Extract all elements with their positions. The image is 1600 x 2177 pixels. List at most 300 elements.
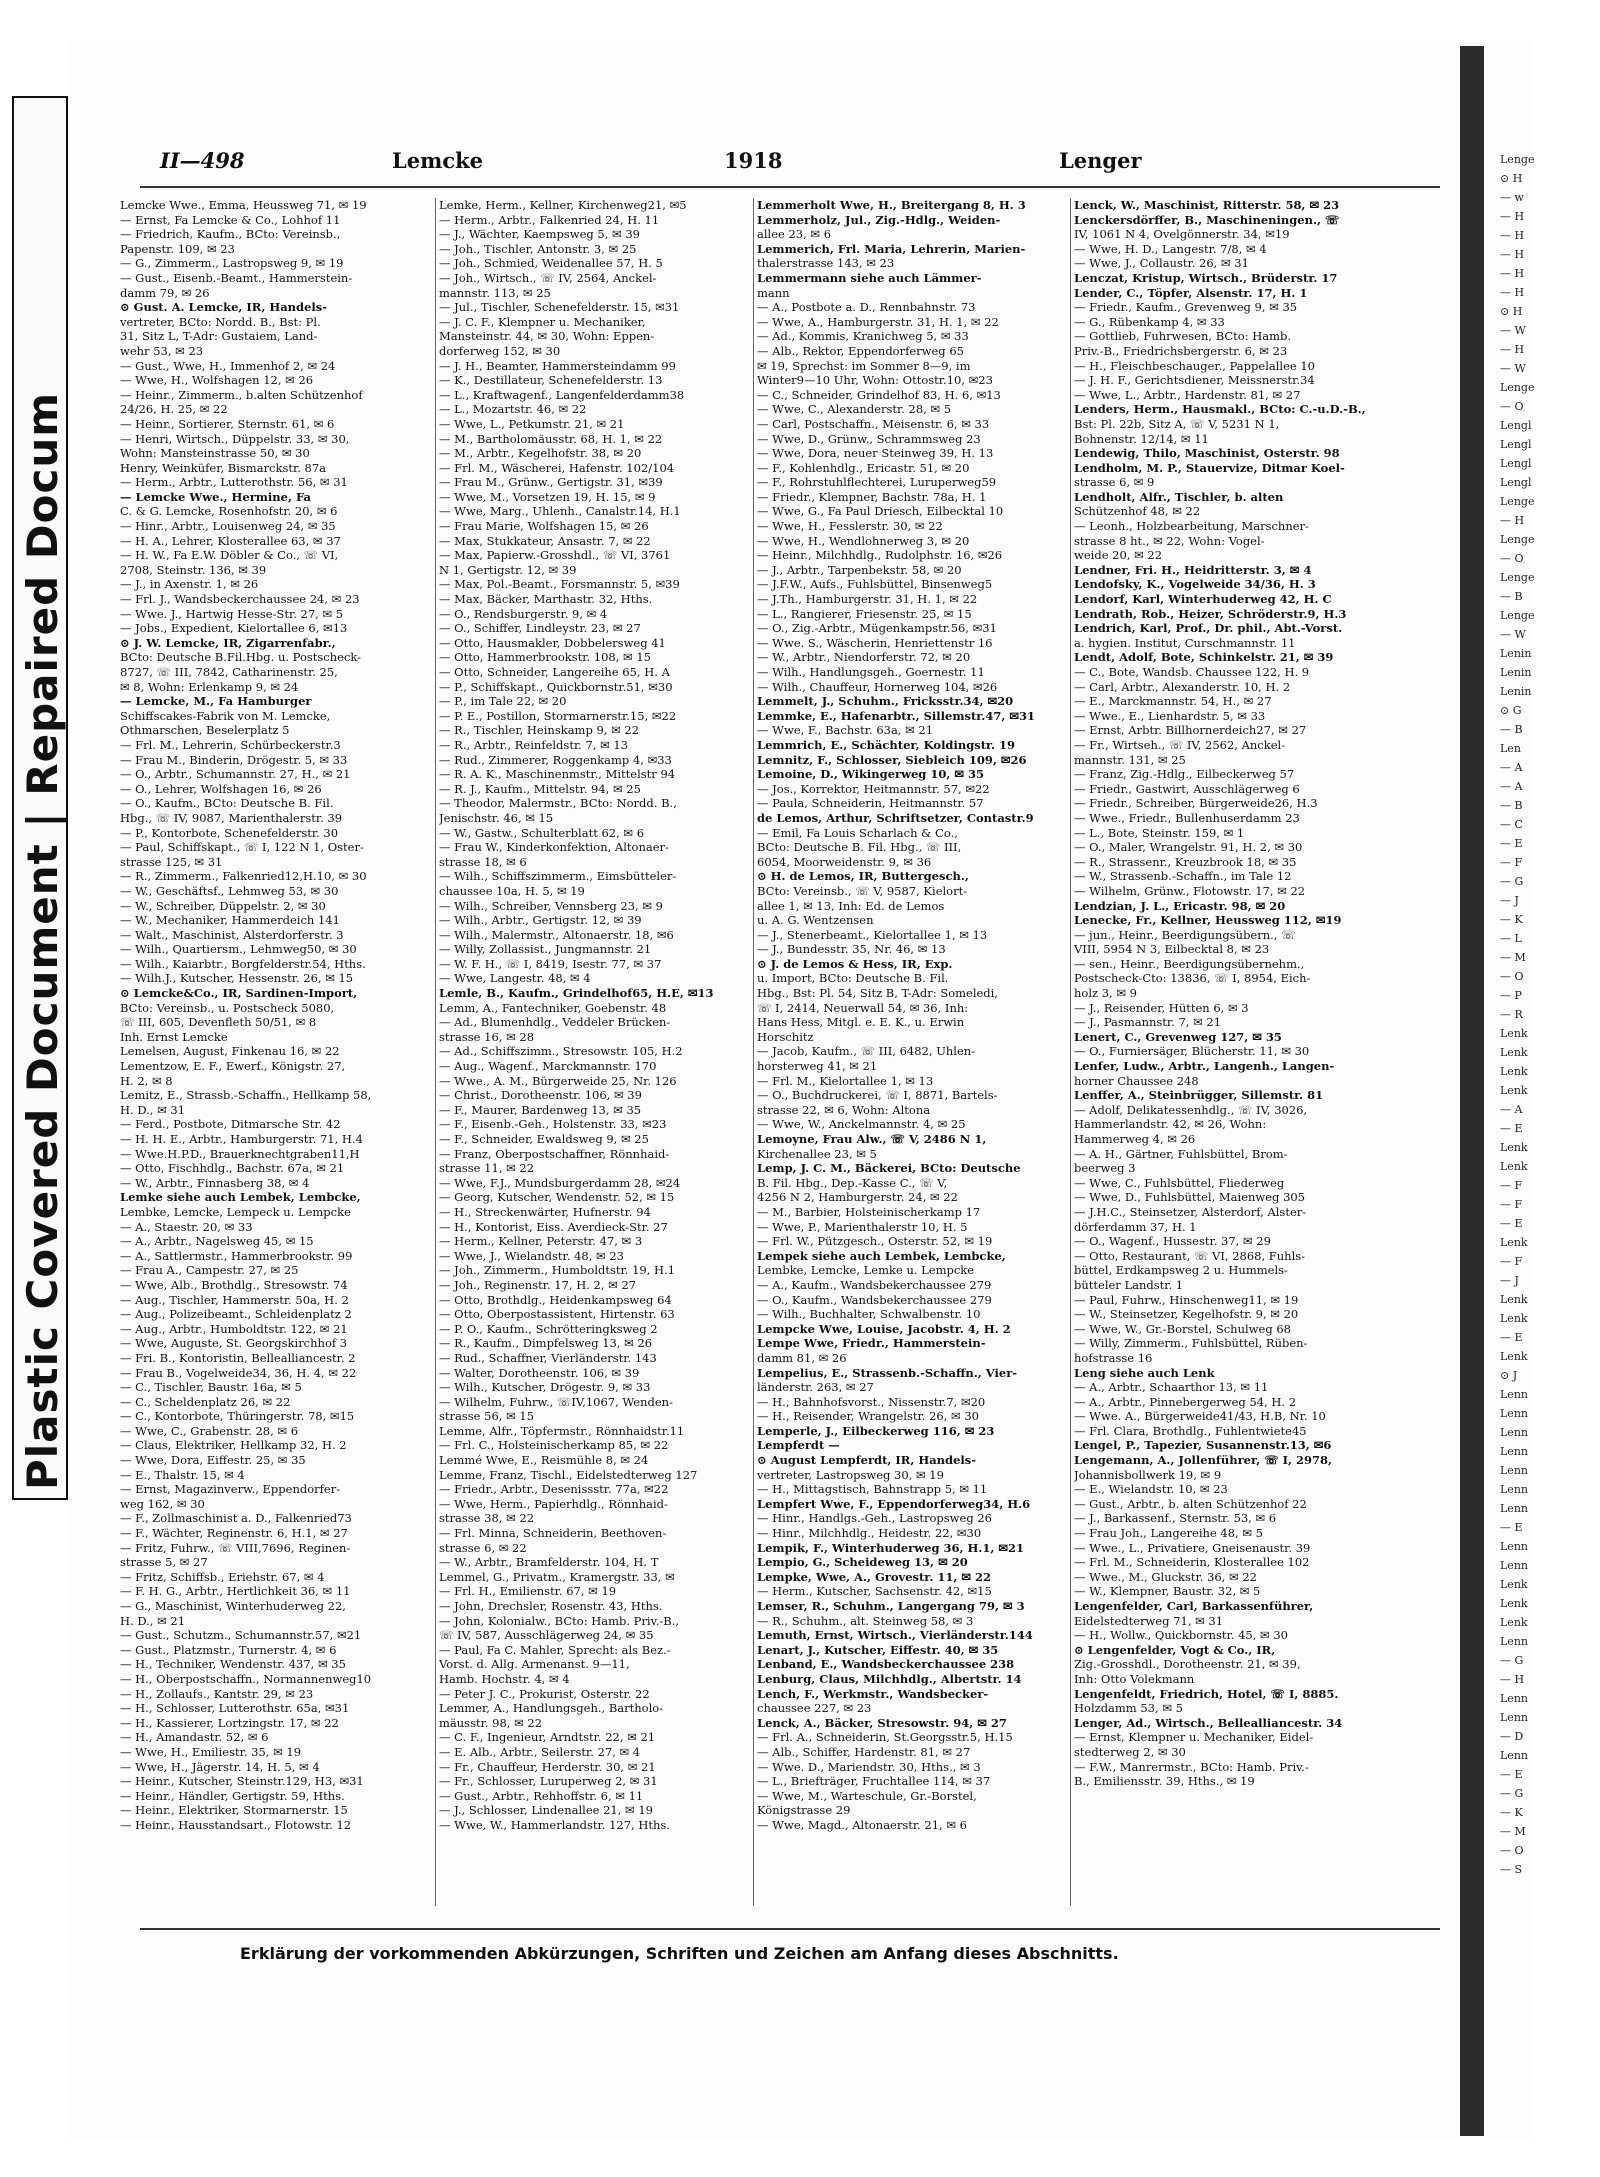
directory-entry: BCto: Vereinsb., ☏ V, 9587, Kielort-: [757, 883, 968, 898]
directory-entry: Lenert, C., Grevenweg 127, ✉ 35: [1074, 1029, 1282, 1044]
directory-entry: — Gust., Platzmstr., Turnerstr. 4, ✉ 6: [120, 1642, 337, 1657]
directory-entry: — Frau Marie, Wolfshagen 15, ✉ 26: [439, 519, 649, 534]
directory-entry: — W. F. H., ☏ I, 8419, Isestr. 77, ✉ 37: [439, 956, 662, 971]
directory-entry: Wohn: Mansteinstrasse 50, ✉ 30: [120, 446, 310, 461]
directory-entry: — J., Wächter, Kaempsweg 5, ✉ 39: [439, 227, 640, 242]
directory-entry: — Friedr., Kaufm., Grevenweg 9, ✉ 35: [1074, 300, 1298, 315]
directory-entry: — Paula, Schneiderin, Heitmannstr. 57: [757, 796, 984, 811]
sliver-line: — P: [1500, 989, 1522, 1002]
directory-entry: — Wwe, Marg., Uhlenh., Canalstr.14, H.1: [439, 504, 681, 519]
directory-entry: — P. E., Postillon, Stormarnerstr.15, ✉22: [439, 708, 677, 723]
directory-entry: Lenband, E., Wandsbeckerchaussee 238: [757, 1657, 1015, 1672]
directory-entry: — Heinr., Händler, Gertigstr. 59, Hths.: [120, 1788, 345, 1803]
directory-entry: — Wilh., Chauffeur, Hornerweg 104, ✉26: [757, 679, 998, 694]
directory-entry: Lembke, Lemcke, Lemke u. Lempcke: [757, 1263, 975, 1278]
directory-entry: — R., Arbtr., Reinfeldstr. 7, ✉ 13: [439, 737, 629, 752]
directory-entry: Lemm, A., Fantechniker, Goebenstr. 48: [439, 1000, 667, 1015]
directory-entry: — R., Kaufm., Dimpfelsweg 13, ✉ 26: [439, 1336, 653, 1351]
directory-entry: — L., Bote, Steinstr. 159, ✉ 1: [1074, 825, 1245, 840]
directory-entry: Königstrasse 29: [757, 1803, 851, 1818]
directory-entry: dorferweg 152, ✉ 30: [439, 343, 561, 358]
sliver-line: — H: [1500, 267, 1525, 280]
sliver-line: ⊙ H: [1500, 305, 1523, 318]
directory-entry: — Willy, Zimmerm., Fuhlsbüttel, Rüben-: [1074, 1336, 1308, 1351]
sliver-line: Lenn: [1500, 1692, 1528, 1705]
directory-entry: — H., Streckenwärter, Hufnerstr. 94: [439, 1204, 651, 1219]
sliver-line: — w: [1500, 191, 1524, 204]
directory-entry: — Lemcke Wwe., Hermine, Fa: [120, 489, 311, 504]
directory-entry: — Wwe, Dora, neuer Steinweg 39, H. 13: [757, 446, 994, 461]
sliver-line: — F: [1500, 1179, 1523, 1192]
directory-entry: — H., Zollaufs., Kantstr. 29, ✉ 23: [120, 1686, 314, 1701]
directory-entry: — O., Furniersäger, Blücherstr. 11, ✉ 30: [1074, 1044, 1310, 1059]
sliver-line: — M: [1500, 1825, 1526, 1838]
directory-entry: — Wwe, A., Hamburgerstr. 31, H. 1, ✉ 22: [757, 314, 999, 329]
sliver-line: — H: [1500, 514, 1525, 527]
sliver-line: Lenk: [1500, 1160, 1528, 1173]
directory-entry: — F., Zollmaschinist a. D., Falkenried73: [120, 1511, 352, 1526]
page-gutter-shadow: [1460, 46, 1484, 2136]
directory-entry: — Jul., Tischler, Schenefelderstr. 15, ✉31: [439, 300, 680, 315]
directory-entry: chaussee 10a, H. 5, ✉ 19: [439, 883, 585, 898]
directory-entry: — Jobs., Expedient, Kielortallee 6, ✉13: [120, 621, 348, 636]
directory-entry: Lendorf, Karl, Winterhuderweg 42, H. C: [1074, 592, 1332, 607]
directory-entry: — Gust., Eisenb.-Beamt., Hammerstein-: [120, 270, 353, 285]
directory-entry: — Joh., Schmied, Weidenallee 57, H. 5: [439, 256, 663, 271]
sliver-line: Lenn: [1500, 1711, 1528, 1724]
directory-entry: Lempfert Wwe, F., Eppendorferweg34, H.6: [757, 1496, 1031, 1511]
directory-entry: — E. Alb., Arbtr., Seilerstr. 27, ✉ 4: [439, 1744, 641, 1759]
sliver-line: Lenk: [1500, 1141, 1528, 1154]
footer-note: Erklärung der vorkommenden Abkürzungen, Schriften und Zeichen am Anfang dieses Abschnitts.: [240, 1944, 1119, 1963]
directory-entry: — Wwe., E., Lienhardstr. 5, ✉ 33: [1074, 708, 1266, 723]
directory-entry: weg 162, ✉ 30: [120, 1496, 205, 1511]
directory-entry: — Hinr., Handlgs.-Geh., Lastropsweg 26: [757, 1511, 992, 1526]
directory-entry: — Wwe., M., Gluckstr. 36, ✉ 22: [1074, 1569, 1257, 1584]
directory-entry: — Wwe, H., Emiliestr. 35, ✉ 19: [120, 1744, 302, 1759]
directory-entry: Lendrath, Rob., Heizer, Schröderstr.9, H.3: [1074, 606, 1347, 621]
directory-entry: — Ad., Schiffszimm., Stresowstr. 105, H.2: [439, 1044, 683, 1059]
directory-entry: — H., Mittagstisch, Bahnstrapp 5, ✉ 11: [757, 1482, 988, 1497]
directory-entry: Lenfer, Ludw., Arbtr., Langenh., Langen-: [1074, 1059, 1335, 1074]
directory-entry: — C., Schneider, Grindelhof 83, H. 6, ✉13: [757, 387, 1001, 402]
directory-entry: — O., Zig.-Arbtr., Mügenkampstr.56, ✉31: [757, 621, 997, 636]
directory-entry: Othmarschen, Beselerplatz 5: [120, 723, 290, 738]
directory-entry: — Otto, Restaurant, ☏ VI, 2868, Fuhls-: [1074, 1248, 1306, 1263]
directory-entry: — Ernst, Fa Lemcke & Co., Lohhof 11: [120, 212, 341, 227]
directory-entry: strasse 8 ht., ✉ 22, Wohn: Vogel-: [1074, 533, 1265, 548]
sliver-line: Lengl: [1500, 457, 1532, 470]
directory-entry: — P., Kontorbote, Schenefelderstr. 30: [120, 825, 339, 840]
directory-entry: Lementzow, E. F., Ewerf., Königstr. 27,: [120, 1059, 346, 1074]
directory-entry: Lempferdt —: [757, 1438, 840, 1453]
directory-entry: a. hygien. Institut, Curschmannstr. 11: [1074, 635, 1296, 650]
directory-entry: — H., Techniker, Wendenstr. 437, ✉ 35: [120, 1657, 346, 1672]
next-page-sliver: [1500, 150, 1600, 2000]
directory-entry: — Wwe, D., Fuhlsbüttel, Maienweg 305: [1074, 1190, 1306, 1205]
directory-entry: u. A. G. Wentzensen: [757, 913, 874, 928]
sliver-line: — H: [1500, 248, 1525, 261]
directory-entry: Lemme, Alfr., Töpfermstr., Rönnhaidstr.11: [439, 1423, 685, 1438]
directory-entry: — Ernst, Arbtr. Billhornerdeich27, ✉ 27: [1074, 723, 1307, 738]
directory-entry: Lendzian, J. L., Ericastr. 98, ✉ 20: [1074, 898, 1286, 913]
directory-entry: — O., Arbtr., Schumannstr. 27, H., ✉ 21: [120, 767, 351, 782]
directory-entry: — R. A. K., Maschinenmstr., Mittelstr 94: [439, 767, 676, 782]
directory-entry: — Walt., Maschinist, Alsterdorferstr. 3: [120, 927, 344, 942]
sliver-line: Lenge: [1500, 571, 1535, 584]
directory-entry: — G., Zimmerm., Lastropsweg 9, ✉ 19: [120, 256, 344, 271]
sliver-line: ⊙ H: [1500, 172, 1523, 185]
directory-entry: — John, Kolonialw., BCto: Hamb. Priv.-B.,: [439, 1613, 680, 1628]
directory-entry: — Rud., Schaffner, Vierländerstr. 143: [439, 1350, 657, 1365]
directory-entry: Lembke, Lemcke, Lempeck u. Lempcke: [120, 1204, 351, 1219]
directory-entry: Eidelstedterweg 71, ✉ 31: [1074, 1613, 1224, 1628]
directory-entry: — Fritz, Fuhrw., ☏ VIII,7696, Reginen-: [120, 1540, 351, 1555]
directory-entry: — G., Rübenkamp 4, ✉ 33: [1074, 314, 1225, 329]
directory-entry: — A., Sattlermstr., Hammerbrookstr. 99: [120, 1248, 353, 1263]
directory-entry: — Friedr., Klempner, Bachstr. 78a, H. 1: [757, 489, 987, 504]
directory-entry: C. & G. Lemcke, Rosenhofstr. 20, ✉ 6: [120, 504, 338, 519]
directory-entry: — Wwe. S., Wäscherin, Henriettenstr 16: [757, 635, 993, 650]
directory-entry: — Heinr., Kutscher, Steinstr.129, H3, ✉31: [120, 1774, 364, 1789]
directory-entry: ⊙ Gust. A. Lemcke, IR, Handels-: [120, 300, 328, 315]
sliver-line: — E: [1500, 837, 1523, 850]
sliver-line: Lengl: [1500, 419, 1532, 432]
directory-entry: Lemser, R., Schuhm., Langergang 79, ✉ 3: [757, 1599, 1025, 1613]
directory-entry: — Gust., Schutzm., Schumannstr.57, ✉21: [120, 1628, 362, 1643]
directory-entry: — Frl. A., Schneiderin, St.Georgsstr.5, H.15: [757, 1730, 1013, 1745]
directory-entry: ⊙ August Lempferdt, IR, Handels-: [757, 1453, 977, 1468]
column-3: [753, 198, 1062, 1906]
sliver-line: — H: [1500, 229, 1525, 242]
sliver-line: — F: [1500, 856, 1523, 869]
sliver-line: — J: [1500, 1274, 1519, 1287]
directory-entry: — W., Schreiber, Düppelstr. 2, ✉ 30: [120, 898, 326, 913]
sliver-line: Lenin: [1500, 666, 1532, 679]
directory-entry: — Ernst, Magazinverw., Eppendorfer-: [120, 1482, 341, 1497]
directory-entry: — Wwe, H., Wendlohnerweg 3, ✉ 20: [757, 533, 970, 548]
directory-entry: — Rud., Zimmerer, Roggenkamp 4, ✉33: [439, 752, 672, 767]
sliver-line: Lenn: [1500, 1445, 1528, 1458]
directory-entry: Papenstr. 109, ✉ 23: [120, 241, 235, 256]
sliver-line: — K: [1500, 1806, 1523, 1819]
directory-entry: 2708, Steinstr. 136, ✉ 39: [120, 562, 267, 577]
directory-entry: vertreter, Lastropsweg 30, ✉ 19: [757, 1467, 944, 1482]
directory-entry: dörferdamm 37, H. 1: [1074, 1219, 1197, 1234]
footer-rule: [140, 1928, 1440, 1930]
directory-entry: — Wwe, H. D., Langestr. 7/8, ✉ 4: [1074, 241, 1267, 256]
directory-entry: Hammerlandstr. 42, ✉ 26, Wohn:: [1074, 1117, 1267, 1132]
directory-entry: — A., Staestr. 20, ✉ 33: [120, 1219, 253, 1234]
directory-entry: — Leonh., Holzbearbeitung, Marschner-: [1074, 519, 1309, 534]
sliver-line: — J: [1500, 894, 1519, 907]
directory-entry: — Friedrich, Kaufm., BCto: Vereinsb.,: [120, 227, 341, 242]
directory-entry: — A., Kaufm., Wandsbekerchaussee 279: [757, 1277, 992, 1292]
directory-entry: Lemoyne, Frau Alw., ☏ V, 2486 N 1,: [757, 1132, 987, 1146]
sliver-line: — H: [1500, 1673, 1525, 1686]
directory-entry: vertreter, BCto: Nordd. B., Bst: Pl.: [120, 314, 321, 329]
directory-entry: bütteler Landstr. 1: [1074, 1277, 1184, 1292]
directory-entry: — F.W., Manrermstr., BCto: Hamb. Priv.-: [1074, 1759, 1309, 1774]
directory-entry: — Max, Bäcker, Marthastr. 32, Hths.: [439, 592, 653, 607]
directory-entry: — Fritz, Schiffsb., Eriehstr. 67, ✉ 4: [120, 1569, 325, 1584]
directory-entry: damm 79, ✉ 26: [120, 285, 210, 300]
directory-entry: — Friedr., Arbtr., Desenissstr. 77a, ✉22: [439, 1482, 669, 1497]
directory-entry: — Heinr., Hausstandsart., Flotowstr. 12: [120, 1817, 352, 1832]
directory-entry: — Henri, Wirtsch., Düppelstr. 33, ✉ 30,: [120, 431, 350, 446]
sliver-line: Lenk: [1500, 1616, 1528, 1629]
directory-entry: — Frl. M., Lehrerin, Schürbeckerstr.3: [120, 737, 341, 752]
directory-entry: Lendholt, Alfr., Tischler, b. alten: [1074, 489, 1284, 504]
directory-entry: Lempcke Wwe, Louise, Jacobstr. 4, H. 2: [757, 1321, 1011, 1336]
directory-entry: Lemperle, J., Eilbeckerweg 116, ✉ 23: [757, 1423, 995, 1438]
sliver-line: — K: [1500, 913, 1523, 926]
directory-entry: — Friedr., Gastwirt, Ausschlägerweg 6: [1074, 781, 1300, 796]
directory-entry: 24/26, H. 25, ✉ 22: [120, 402, 228, 417]
directory-entry: — A., Postbote a. D., Rennbahnstr. 73: [757, 300, 976, 315]
sliver-line: Lengl: [1500, 476, 1532, 489]
directory-entry: — R. J., Kaufm., Mittelstr. 94, ✉ 25: [439, 781, 641, 796]
directory-entry: — Frl. C., Holsteinischerkamp 85, ✉ 22: [439, 1438, 669, 1453]
directory-entry: — Lemcke, M., Fa Hamburger: [120, 694, 312, 709]
directory-entry: Hans Hess, Mitgl. e. E. K., u. Erwin: [757, 1015, 965, 1030]
directory-entry: — Wwe, J., Wielandstr. 48, ✉ 23: [439, 1248, 624, 1263]
directory-entry: — J., Reisender, Hütten 6, ✉ 3: [1074, 1000, 1249, 1015]
directory-entry: — Fr., Wirtseh., ☏ IV, 2562, Anckel-: [1074, 737, 1286, 752]
directory-entry: — O., Lehrer, Wolfshagen 16, ✉ 26: [120, 781, 322, 796]
directory-entry: — Wwe, P., Marienthalerstr 10, H. 5: [757, 1219, 968, 1234]
directory-entry: Lemmel, G., Privatm., Kramergstr. 33, ✉: [439, 1569, 675, 1584]
directory-entry: Lempio, G., Scheideweg 13, ✉ 20: [757, 1555, 968, 1570]
directory-entry: weide 20, ✉ 22: [1074, 548, 1163, 563]
directory-entry: — F., Schneider, Ewaldsweg 9, ✉ 25: [439, 1132, 649, 1146]
directory-entry: — jun., Heinr., Beerdigungsübern., ☏: [1074, 927, 1296, 942]
sliver-line: Lenk: [1500, 1065, 1528, 1078]
directory-entry: strasse 18, ✉ 6: [439, 854, 527, 869]
directory-entry: H. 2, ✉ 8: [120, 1073, 173, 1088]
directory-entry: Hbg., ☏ IV, 9087, Marienthalerstr. 39: [120, 810, 343, 825]
directory-entry: ☏ IV, 587, Ausschlägerweg 24, ✉ 35: [439, 1628, 654, 1643]
directory-entry: — Franz, Oberpostschaffner, Rönnhaid-: [439, 1146, 670, 1161]
directory-entry: — J.H.C., Steinsetzer, Alsterdorf, Alster-: [1074, 1204, 1307, 1219]
directory-entry: 8727, ☏ III, 7842, Catharinenstr. 25,: [120, 665, 338, 679]
directory-entry: — P., im Tale 22, ✉ 20: [439, 694, 567, 709]
directory-entry: 4256 N 2, Hamburgerstr. 24, ✉ 22: [757, 1190, 958, 1205]
directory-entry: VIII, 5954 N 3, Eilbecktal 8, ✉ 23: [1074, 942, 1270, 957]
sliver-line: Lenn: [1500, 1540, 1528, 1553]
directory-entry: — Max, Stukkateur, Ansastr. 7, ✉ 22: [439, 533, 651, 548]
directory-entry: — Wwe. J., Hartwig Hesse-Str. 27, ✉ 5: [120, 606, 344, 621]
directory-entry: Lemitz, E., Strassb.-Schaffn., Hellkamp 58,: [120, 1088, 372, 1103]
sliver-line: — F: [1500, 1255, 1523, 1268]
directory-entry: Lemnitz, F., Schlosser, Siebleich 109, ✉26: [757, 752, 1027, 767]
directory-entry: — Max, Pol.-Beamt., Forsmannstr. 5, ✉39: [439, 577, 680, 592]
directory-entry: Lemme, Franz, Tischl., Eidelstedterweg 127: [439, 1467, 698, 1482]
directory-entry: — Herm., Arbtr., Falkenried 24, H. 11: [439, 212, 660, 227]
directory-entry: — Frau A., Campestr. 27, ✉ 25: [120, 1263, 299, 1278]
directory-entry: hofstrasse 16: [1074, 1350, 1153, 1365]
directory-entry: — A., Arbtr., Nagelsweg 45, ✉ 15: [120, 1234, 314, 1249]
directory-entry: — C., Tischler, Baustr. 16a, ✉ 5: [120, 1380, 302, 1395]
directory-entry: — Frl. M., Schneiderin, Klosterallee 102: [1074, 1555, 1310, 1570]
directory-entry: — H., Kassierer, Lortzingstr. 17, ✉ 22: [120, 1715, 339, 1730]
directory-entry: strasse 38, ✉ 22: [439, 1511, 535, 1526]
directory-entry: — Jos., Korrektor, Heitmannstr. 57, ✉22: [757, 781, 990, 796]
sliver-line: — B: [1500, 799, 1523, 812]
directory-entry: — H., Fleischbeschauger., Pappelallee 10: [1074, 358, 1315, 373]
directory-entry: — Otto, Hammerbrookstr. 108, ✉ 15: [439, 650, 651, 665]
directory-entry: mann: [757, 285, 790, 300]
sliver-line: Lenn: [1500, 1464, 1528, 1477]
directory-entry: — H., Kontorist, Eiss. Averdieck-Str. 27: [439, 1219, 668, 1234]
directory-entry: — Heinr., Elektriker, Stormarnerstr. 15: [120, 1803, 348, 1818]
sliver-line: — S: [1500, 1863, 1523, 1876]
directory-entry: — H., Bahnhofsvorst., Nissenstr.7, ✉20: [757, 1394, 986, 1409]
directory-entry: Lengenfelder, Carl, Barkassenführer,: [1074, 1599, 1314, 1613]
directory-entry: — Frau W., Kinderkonfektion, Altonaer-: [439, 840, 669, 855]
directory-entry: mannstr. 113, ✉ 25: [439, 285, 551, 300]
header-first-word: Lemcke: [392, 148, 484, 173]
directory-entry: — Herm., Kellner, Peterstr. 47, ✉ 3: [439, 1234, 643, 1249]
sliver-line: — F: [1500, 1198, 1523, 1211]
directory-entry: — Frl. Minna, Schneiderin, Beethoven-: [439, 1526, 667, 1541]
directory-entry: — M., Arbtr., Kegelhofstr. 38, ✉ 20: [439, 446, 642, 461]
sliver-line: — G: [1500, 1654, 1524, 1667]
directory-entry: — Wwe., A. M., Bürgerweide 25, Nr. 126: [439, 1073, 677, 1088]
directory-entry: — Aug., Wagenf., Marckmannstr. 170: [439, 1059, 657, 1074]
directory-entry: H. D., ✉ 21: [120, 1613, 186, 1628]
directory-entry: IV, 1061 N 4, Ovelgönnerstr. 34, ✉19: [1074, 227, 1290, 242]
sliver-line: Lenk: [1500, 1312, 1528, 1325]
directory-entry: — J., in Axenstr. 1, ✉ 26: [120, 577, 259, 592]
directory-entry: Priv.-B., Friedrichsbergerstr. 6, ✉ 23: [1074, 343, 1288, 358]
directory-entry: — Wwe, C., Fuhlsbüttel, Fliederweg: [1074, 1175, 1285, 1190]
directory-entry: — Georg, Kutscher, Wendenstr. 52, ✉ 15: [439, 1190, 675, 1205]
directory-entry: — L., Mozartstr. 46, ✉ 22: [439, 402, 587, 417]
sliver-line: — A: [1500, 1103, 1523, 1116]
directory-entry: — C., Bote, Wandsb. Chaussee 122, H. 9: [1074, 665, 1310, 679]
sliver-line: Lenn: [1500, 1407, 1528, 1420]
directory-entry: strasse 125, ✉ 31: [120, 854, 223, 869]
directory-entry: — Frl. J., Wandsbeckerchaussee 24, ✉ 23: [120, 592, 360, 607]
directory-entry: — E., Wielandstr. 10, ✉ 23: [1074, 1482, 1228, 1497]
sliver-line: Lenk: [1500, 1027, 1528, 1040]
directory-entry: — H., Reisender, Wrangelstr. 26, ✉ 30: [757, 1409, 979, 1424]
directory-entry: — Otto, Schneider, Langereihe 65, H. A: [439, 665, 670, 679]
directory-entry: — Ferd., Postbote, Ditmarsche Str. 42: [120, 1117, 341, 1132]
directory-entry: Lemoine, D., Wikingerweg 10, ✉ 35: [757, 767, 984, 782]
directory-entry: — F., Kohlenhdlg., Ericastr. 51, ✉ 20: [757, 460, 970, 475]
directory-entry: — A., Arbtr., Schaarthor 13, ✉ 11: [1074, 1380, 1269, 1395]
directory-entry: — Joh., Tischler, Antonstr. 3, ✉ 25: [439, 241, 637, 256]
directory-entry: — Frl. W., Pützgesch., Osterstr. 52, ✉ 19: [757, 1234, 993, 1249]
directory-entry: ☏ III, 605, Devenfleth 50/51, ✉ 8: [120, 1015, 317, 1030]
directory-entry: — W., Geschäftsf., Lehmweg 53, ✉ 30: [120, 883, 339, 898]
header-rule: [140, 186, 1440, 188]
directory-entry: — O., Rendsburgerstr. 9, ✉ 4: [439, 606, 608, 621]
directory-entry: Lemle, B., Kaufm., Grindelhof65, H.E, ✉13: [439, 986, 714, 1001]
directory-entry: — J., Schlosser, Lindenallee 21, ✉ 19: [439, 1803, 653, 1818]
directory-entry: — H., Wollw., Quickbornstr. 45, ✉ 30: [1074, 1628, 1288, 1643]
directory-entry: — C. F., Ingenieur, Arndtstr. 22, ✉ 21: [439, 1730, 656, 1745]
directory-entry: — O., Schiffer, Lindleystr. 23, ✉ 27: [439, 621, 641, 636]
directory-entry: — O., Wagenf., Hussestr. 37, ✉ 29: [1074, 1234, 1271, 1249]
directory-entry: — O., Kaufm., BCto: Deutsche B. Fil.: [120, 796, 334, 811]
directory-entry: Lempelius, E., Strassenb.-Schaffn., Vier-: [757, 1365, 1018, 1380]
sliver-line: — M: [1500, 951, 1526, 964]
directory-entry: Lempe Wwe, Friedr., Hammerstein-: [757, 1336, 986, 1351]
directory-entry: strasse 5, ✉ 27: [120, 1555, 208, 1570]
binding-label: Plastic Covered Document | Repaired Docum: [18, 391, 67, 1490]
directory-entry: — Fr., Schlosser, Luruperweg 2, ✉ 31: [439, 1774, 658, 1789]
directory-entry: — Carl, Postschaffn., Meisenstr. 6, ✉ 33: [757, 416, 990, 431]
directory-entry: Lenck, A., Bäcker, Stresowstr. 94, ✉ 27: [757, 1715, 1007, 1730]
directory-entry: Lendrich, Karl, Prof., Dr. phil., Abt.-Vorst.: [1074, 621, 1343, 636]
sliver-line: — H: [1500, 210, 1525, 223]
directory-entry: — Aug., Tischler, Hammerstr. 50a, H. 2: [120, 1292, 349, 1307]
directory-entry: — R., Strassenr., Kreuzbrook 18, ✉ 35: [1074, 854, 1297, 869]
directory-entry: — C., Kontorbote, Thüringerstr. 78, ✉15: [120, 1409, 355, 1424]
directory-entry: — R., Schuhm., alt. Steinweg 58, ✉ 3: [757, 1613, 974, 1628]
directory-entry: — Ernst, Klempner u. Mechaniker, Eidel-: [1074, 1730, 1314, 1745]
directory-entry: — J. H. F., Gerichtsdiener, Meissnerstr.34: [1074, 373, 1315, 388]
directory-entry: — J. C. F., Klempner u. Mechaniker,: [439, 314, 646, 329]
directory-entry: — L., Kraftwagenf., Langenfelderdamm38: [439, 387, 685, 402]
directory-entry: — Gust., Arbtr., Rehhoffstr. 6, ✉ 11: [439, 1788, 644, 1803]
directory-entry: ⊙ Lengenfelder, Vogt & Co., IR,: [1074, 1642, 1276, 1657]
sliver-line: — B: [1500, 723, 1523, 736]
sliver-line: — B: [1500, 590, 1523, 603]
directory-entry: — Wwe, M., Warteschule, Gr.-Borstel,: [757, 1788, 977, 1803]
directory-entry: — J., Stenerbeamt., Kielortallee 1, ✉ 13: [757, 927, 988, 942]
directory-entry: — Emil, Fa Louis Scharlach & Co.,: [757, 825, 958, 840]
directory-entry: — Wwe, W., Anckelmannstr. 4, ✉ 25: [757, 1117, 966, 1132]
directory-entry: — Wwe, L., Arbtr., Hardenstr. 81, ✉ 27: [1074, 387, 1301, 402]
directory-entry: — Wwe, H., Wolfshagen 12, ✉ 26: [120, 373, 314, 388]
directory-entry: Hbg., Bst: Pl. 54, Sitz B, T-Adr: Someledi,: [757, 986, 999, 1001]
directory-entry: allee 1, ✉ 13, Inh: Ed. de Lemos: [757, 898, 945, 913]
directory-entry: — Wilhelm, Grünw., Flotowstr. 17, ✉ 22: [1074, 883, 1306, 898]
directory-entry: — Aug., Polizeibeamt., Schleidenplatz 2: [120, 1307, 352, 1322]
sliver-line: — H: [1500, 343, 1525, 356]
directory-entry: — Frau M., Binderin, Drögestr. 5, ✉ 33: [120, 752, 348, 767]
sliver-line: Lenn: [1500, 1749, 1528, 1762]
directory-entry: strasse 6, ✉ 9: [1074, 475, 1155, 490]
directory-entry: Inh: Otto Volekmann: [1074, 1671, 1195, 1686]
directory-entry: Hammerweg 4, ✉ 26: [1074, 1132, 1196, 1146]
directory-entry: — Wilhelm, Fuhrw., ☏IV,1067, Wenden-: [439, 1394, 673, 1409]
directory-entry: Lempik, F., Winterhuderweg 36, H.1, ✉21: [757, 1540, 1025, 1555]
directory-entry: — Wwe, W., Gr.-Borstel, Schulweg 68: [1074, 1321, 1291, 1336]
directory-entry: — Claus, Elektriker, Hellkamp 32, H. 2: [120, 1438, 347, 1453]
directory-entry: — J., Bundesstr. 35, Nr. 46, ✉ 13: [757, 942, 946, 957]
column-1: [120, 198, 425, 1906]
directory-entry: Bohnenstr. 12/14, ✉ 11: [1074, 431, 1209, 446]
sliver-line: Lenge: [1500, 153, 1535, 166]
directory-entry: de Lemos, Arthur, Schriftsetzer, Contastr.9: [757, 810, 1034, 825]
header-year: 1918: [724, 148, 783, 173]
directory-entry: Henry, Weinküfer, Bismarckstr. 87a: [120, 460, 327, 475]
directory-entry: BCto: Deutsche B. Fil. Hbg., ☏ III,: [757, 840, 962, 855]
directory-entry: — F., Rohrstuhlflechterei, Luruperweg59: [757, 475, 997, 490]
directory-entry: Lemmerholt Wwe, H., Breitergang 8, H. 3: [757, 198, 1026, 212]
directory-entry: — Wilh., Kaiarbtr., Borgfelderstr.54, Hths.: [120, 956, 366, 971]
sliver-line: Lengl: [1500, 438, 1532, 451]
directory-entry: — H., Oberpostschaffn., Normannenweg10: [120, 1671, 372, 1686]
directory-entry: — Wwe, C., Grabenstr. 28, ✉ 6: [120, 1423, 299, 1438]
directory-entry: Lench, F., Werkmstr., Wandsbecker-: [757, 1686, 989, 1701]
directory-entry: — E., Thalstr. 15, ✉ 4: [120, 1467, 245, 1482]
